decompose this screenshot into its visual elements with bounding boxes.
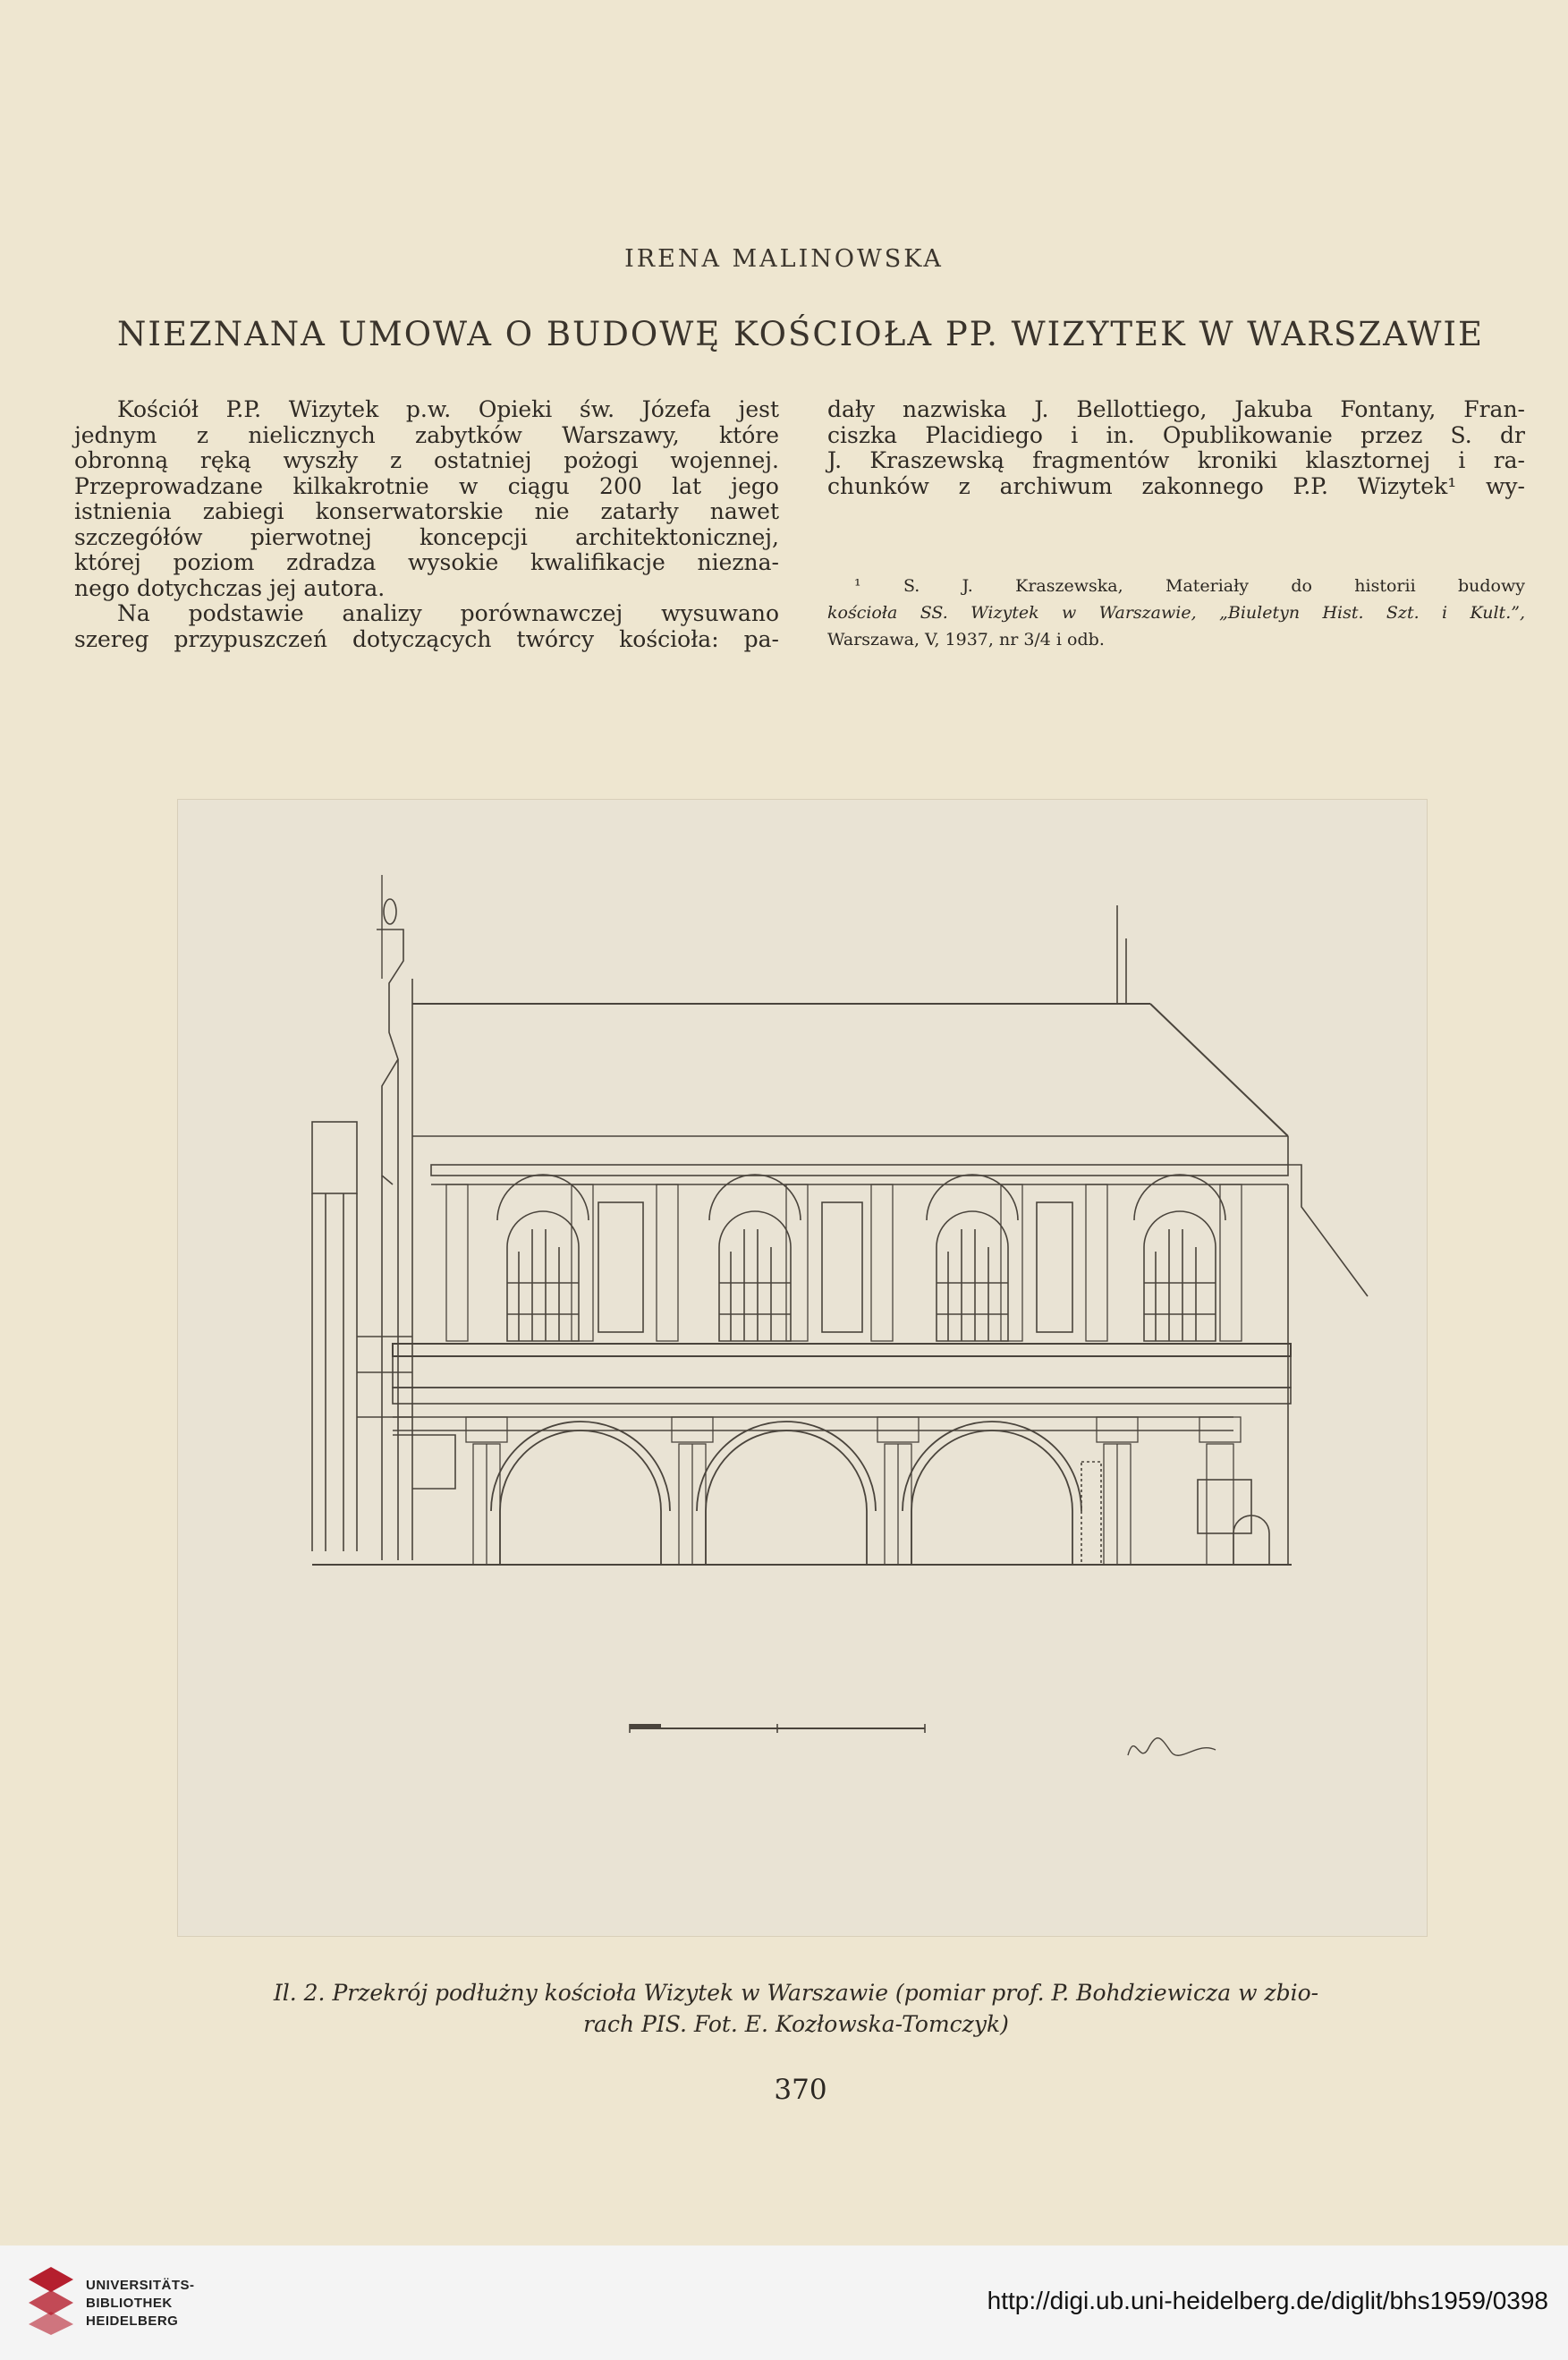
church-section-drawing bbox=[178, 800, 1427, 1936]
caption-line: rach PIS. Fot. E. Kozłowska-Tomczyk) bbox=[583, 2011, 1009, 2037]
text-line: Kościół P.P. Wizytek p.w. Opieki św. Józefa jest bbox=[117, 396, 779, 422]
text-line: której poziom zdradza wysokie kwalifikacje niezna- bbox=[74, 549, 779, 575]
text-column-right bbox=[827, 397, 1525, 499]
text-line: nego dotychczas jej autora. bbox=[74, 574, 386, 601]
architectural-drawing-plate bbox=[177, 799, 1428, 1937]
figure-caption bbox=[170, 1977, 1422, 2040]
text-line: chunków z archiwum zakonnego P.P. Wizytek¹ wy- bbox=[827, 472, 1525, 499]
article-title: NIEZNANA UMOWA O BUDOWĘ KOŚCIOŁA PP. WIZYTEK W WARSZAWIE bbox=[117, 315, 1484, 353]
library-name bbox=[86, 2277, 195, 2330]
text-line: Przeprowadzane kilkakrotnie w ciągu 200 lat jego bbox=[74, 472, 779, 499]
text-line: szczegółów pierwotnej koncepcji architektonicznej, bbox=[74, 523, 779, 550]
text-column-left bbox=[74, 397, 779, 652]
footnote bbox=[827, 573, 1525, 653]
page-number: 370 bbox=[774, 2074, 827, 2106]
text-line: dały nazwiska J. Bellottiego, Jakuba Fontany, Fran- bbox=[827, 396, 1525, 422]
text-line: Na podstawie analizy porównawczej wysuwano bbox=[117, 600, 779, 626]
university-library-logo-icon bbox=[27, 2265, 75, 2335]
library-name-line: BIBLIOTHEK bbox=[86, 2296, 173, 2311]
footnote-line: Warszawa, V, 1937, nr 3/4 i odb. bbox=[827, 630, 1105, 649]
source-url-link[interactable]: http://digi.ub.uni-heidelberg.de/diglit/bhs1959/0398 bbox=[987, 2287, 1548, 2314]
text-line: istnienia zabiegi konserwatorskie nie zatarły nawet bbox=[74, 498, 779, 524]
text-line: jednym z nielicznych zabytków Warszawy, które bbox=[74, 421, 779, 448]
text-line: ciszka Placidiego i in. Opublikowanie przez S. dr bbox=[827, 421, 1525, 448]
caption-line: Il. 2. Przekrój podłużny kościoła Wizytek w Warszawie (pomiar prof. P. Bohdziewicza w zbio- bbox=[273, 1980, 1319, 2006]
article-author: IRENA MALINOWSKA bbox=[624, 245, 944, 273]
footnote-line: ¹ S. J. Kraszewska, Materiały do historii budowy bbox=[854, 576, 1525, 596]
text-line: szereg przypuszczeń dotyczących twórcy kościoła: pa- bbox=[74, 625, 779, 652]
footnote-line: kościoła SS. Wizytek w Warszawie, „Biuletyn Hist. Szt. i Kult.”, bbox=[827, 603, 1525, 623]
text-line: J. Kraszewską fragmentów kroniki klasztornej i ra- bbox=[827, 447, 1525, 473]
library-footer bbox=[0, 2245, 1568, 2360]
library-name-line: UNIVERSITÄTS- bbox=[86, 2278, 195, 2293]
text-line: obronną ręką wyszły z ostatniej pożogi wojennej. bbox=[74, 447, 779, 473]
library-name-line: HEIDELBERG bbox=[86, 2313, 179, 2329]
